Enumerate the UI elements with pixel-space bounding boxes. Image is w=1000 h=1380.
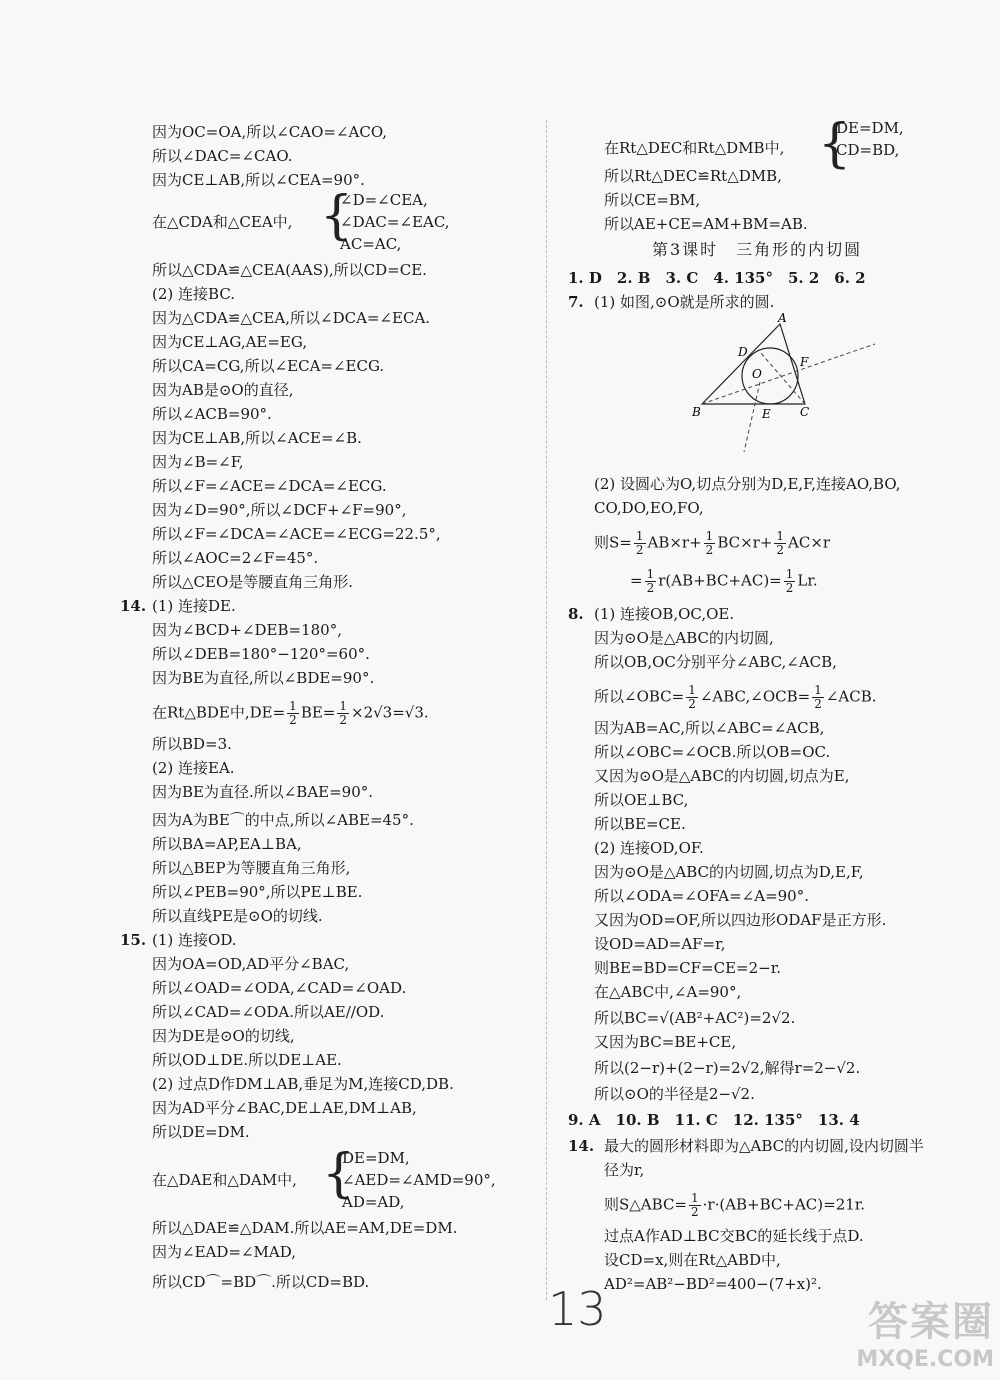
svg-text:A: A [778, 312, 787, 325]
text-line: (1) 连接DE. [152, 597, 236, 615]
text-line: 所以CA=CG,所以∠ECA=∠ECG. [152, 357, 385, 375]
text-line: 因为∠EAD=∠MAD, [152, 1243, 296, 1261]
svg-text:D: D [738, 345, 748, 359]
text-line: 所以直线PE是⊙O的切线. [152, 907, 323, 925]
text-line: ∠DAC=∠EAC, [340, 213, 450, 231]
text-line: 所以AE+CE=AM+BM=AB. [604, 215, 808, 233]
text-line: 径为r, [604, 1161, 645, 1179]
brace: { [320, 186, 354, 246]
text-line: 因为A为BE⌒的中点,所以∠ABE=45°. [152, 811, 414, 829]
fraction: $\frac{1}{2}$ [688, 683, 696, 711]
text-line: 因为△CDA≌△CEA,所以∠DCA=∠ECA. [152, 309, 431, 327]
fraction: $\frac{1}{2}$ [289, 699, 297, 727]
text-line: 因为AB是⊙O的直径, [152, 381, 294, 399]
text-line: 过点A作AD⊥BC交BC的延长线于点D. [604, 1227, 864, 1245]
text-segment: 则S△ABC= [604, 1195, 687, 1214]
text-line: 所以∠ODA=∠OFA=∠A=90°. [594, 887, 809, 905]
text-line: 所以∠DEB=180°−120°=60°. [152, 645, 370, 663]
svg-text:B: B [692, 405, 701, 419]
text-segment: AB×r+ [647, 533, 702, 552]
text-segment: BC×r+ [717, 533, 773, 552]
text-line: (1) 连接OB,OC,OE. [594, 605, 735, 623]
text-line: ∠D=∠CEA, [340, 191, 428, 209]
text-line: 所以CE=BM, [604, 191, 701, 209]
text-line: (1) 连接OD. [152, 931, 237, 949]
svg-text:C: C [800, 405, 810, 419]
fraction: $\frac{1}{2}$ [339, 699, 347, 727]
brace: { [818, 114, 852, 174]
text-line: 设CD=x,则在Rt△ABD中, [604, 1251, 781, 1269]
text-line: (2) 连接OD,OF. [594, 839, 704, 857]
question-number: 15. [120, 931, 147, 949]
text-segment: Lr. [797, 571, 818, 590]
answer-line: 1. D 2. B 3. C 4. 135° 5. 2 6. 2 [568, 269, 866, 287]
text-line: 因为BE为直径.所以∠BAE=90°. [152, 783, 374, 801]
text-line: 则BE=BD=CF=CE=2−r. [594, 959, 782, 977]
text-line: 所以OB,OC分别平分∠ABC,∠ACB, [594, 653, 837, 671]
text-line: AD=AD, [342, 1193, 405, 1211]
text-line: DE=DM, [342, 1149, 410, 1167]
text-line: 又因为OD=OF,所以四边形ODAF是正方形. [594, 911, 887, 929]
text-line: 所以△CDA≌△CEA(AAS),所以CD=CE. [152, 261, 427, 279]
watermark-logo-text: 答案圈 [868, 1299, 994, 1345]
text-line: 所以△CEO是等腰直角三角形. [152, 573, 354, 591]
text-line: 因为⊙O是△ABC的内切圆,切点为D,E,F, [594, 863, 864, 881]
text-line: 因为CE⊥AB,所以∠ACE=∠B. [152, 429, 362, 447]
fraction: $\frac{1}{2}$ [814, 683, 822, 711]
fraction: $\frac{1}{2}$ [785, 567, 794, 595]
question-number: 14. [120, 597, 147, 615]
text-line: (2) 连接EA. [152, 759, 235, 777]
text-line: 因为⊙O是△ABC的内切圆, [594, 629, 774, 647]
column-divider [546, 120, 547, 1300]
text-line: 所以△DAE≌△DAM.所以AE=AM,DE=DM. [152, 1219, 458, 1237]
text-line: 所以∠ACB=90°. [152, 405, 272, 423]
text-line: 所以∠F=∠ACE=∠DCA=∠ECG. [152, 477, 387, 495]
question-number: 14. [568, 1137, 595, 1155]
text-segment: r(AB+BC+AC)= [658, 571, 782, 590]
incircle-figure [680, 312, 880, 462]
text-line: (1) 如图,⊙O就是所求的圆. [594, 293, 775, 311]
question-number: 8. [568, 605, 584, 623]
text-line: 所以OE⊥BC, [594, 791, 689, 809]
text-segment: 在Rt△BDE中,DE= [152, 703, 286, 722]
fraction: $\frac{1}{2}$ [635, 529, 644, 557]
text-line: 因为BE为直径,所以∠BDE=90°. [152, 669, 375, 687]
text-segment: AC×r [788, 533, 831, 552]
text-line: 所以(2−r)+(2−r)=2√2,解得r=2−√2. [594, 1059, 861, 1077]
text-line: 在△DAE和△DAM中, [152, 1171, 297, 1189]
text-line: (2) 过点D作DM⊥AB,垂足为M,连接CD,DB. [152, 1075, 454, 1093]
text-line: 所以∠F=∠DCA=∠ACE=∠ECG=22.5°, [152, 525, 441, 543]
text-line: (2) 设圆心为O,切点分别为D,E,F,连接AO,BO, [594, 475, 901, 493]
section-heading: 第3课时 三角形的内切圆 [652, 240, 863, 259]
text-line [630, 568, 818, 595]
fraction: $\frac{1}{2}$ [646, 567, 655, 595]
text-line: 因为AB=AC,所以∠ABC=∠ACB, [594, 719, 825, 737]
text-line: 所以∠DAC=∠CAO. [152, 147, 293, 165]
text-line: CO,DO,EO,FO, [594, 499, 704, 517]
text-line [594, 684, 877, 711]
text-line: 所以∠OBC=∠OCB.所以OB=OC. [594, 743, 831, 761]
text-segment: BE= [300, 703, 336, 722]
page-number: 13 [548, 1282, 607, 1336]
watermark [856, 1290, 994, 1372]
text-line: 在△CDA和△CEA中, [152, 213, 293, 231]
text-segment: 则S= [594, 533, 632, 552]
answer-line: 9. A 10. B 11. C 12. 135° 13. 4 [568, 1111, 860, 1129]
text-line [594, 530, 830, 557]
text-line: 设OD=AD=AF=r, [594, 935, 726, 953]
text-line: 在△ABC中,∠A=90°, [594, 983, 742, 1001]
fraction: $\frac{1}{2}$ [776, 529, 785, 557]
text-line: 所以BE=CE. [594, 815, 686, 833]
text-line: 所以∠OAD=∠ODA,∠CAD=∠OAD. [152, 979, 407, 997]
question-number: 7. [568, 293, 584, 311]
brace: { [322, 1144, 356, 1204]
fraction: $\frac{1}{2}$ [705, 529, 714, 557]
text-line: 所以BA=AP,EA⊥BA, [152, 835, 302, 853]
text-line: (2) 连接BC. [152, 285, 236, 303]
text-line: 因为OA=OD,AD平分∠BAC, [152, 955, 350, 973]
text-line: CD=BD, [836, 141, 900, 159]
text-line: AC=AC, [340, 235, 402, 253]
text-line [152, 700, 429, 727]
text-line [604, 1192, 865, 1219]
text-line: 又因为⊙O是△ABC的内切圆,切点为E, [594, 767, 850, 785]
text-line: 所以DE=DM. [152, 1123, 250, 1141]
fraction: $\frac{1}{2}$ [691, 1191, 699, 1219]
text-line: 所以Rt△DEC≌Rt△DMB, [604, 167, 782, 185]
text-line: 所以CD⌒=BD⌒.所以CD=BD. [152, 1273, 370, 1291]
text-segment: ·r·(AB+BC+AC)=21r. [702, 1195, 866, 1214]
text-line: 所以∠AOC=2∠F=45°. [152, 549, 319, 567]
text-line: 又因为BC=BE+CE, [594, 1033, 737, 1051]
text-line: AD²=AB²−BD²=400−(7+x)². [604, 1275, 822, 1293]
text-segment: ∠ACB. [825, 687, 877, 706]
text-line: 所以⊙O的半径是2−√2. [594, 1085, 755, 1103]
text-line: 因为∠BCD+∠DEB=180°, [152, 621, 342, 639]
text-segment: 所以∠OBC= [594, 687, 685, 706]
svg-text:F: F [800, 355, 809, 369]
text-line: 所以∠PEB=90°,所以PE⊥BE. [152, 883, 363, 901]
text-line: 因为AD平分∠BAC,DE⊥AE,DM⊥AB, [152, 1099, 417, 1117]
watermark-url: MXQE.COM [856, 1347, 994, 1372]
svg-text:O: O [752, 367, 762, 381]
text-line: 因为CE⊥AB,所以∠CEA=90°. [152, 171, 365, 189]
text-line: 因为∠D=90°,所以∠DCF+∠F=90°, [152, 501, 407, 519]
text-line: 在Rt△DEC和Rt△DMB中, [604, 139, 785, 157]
text-line: 所以△BEP为等腰直角三角形, [152, 859, 351, 877]
text-line: 因为DE是⊙O的切线, [152, 1027, 295, 1045]
text-segment: = [630, 571, 643, 590]
text-line: 所以OD⊥DE.所以DE⊥AE. [152, 1051, 342, 1069]
text-line: 所以BD=3. [152, 735, 232, 753]
text-line: DE=DM, [836, 119, 904, 137]
text-segment: ∠ABC,∠OCB= [699, 687, 811, 706]
text-line: 因为CE⊥AG,AE=EG, [152, 333, 308, 351]
text-line: 因为∠B=∠F, [152, 453, 244, 471]
text-line: 因为OC=OA,所以∠CAO=∠ACO, [152, 123, 388, 141]
text-segment: ×2√3=√3. [351, 703, 429, 722]
text-line: 最大的圆形材料即为△ABC的内切圆,设内切圆半 [604, 1137, 924, 1155]
svg-text:E: E [762, 407, 771, 421]
text-line: ∠AED=∠AMD=90°, [342, 1171, 496, 1189]
text-line: 所以BC=√(AB²+AC²)=2√2. [594, 1009, 796, 1027]
text-line: 所以∠CAD=∠ODA.所以AE//OD. [152, 1003, 385, 1021]
